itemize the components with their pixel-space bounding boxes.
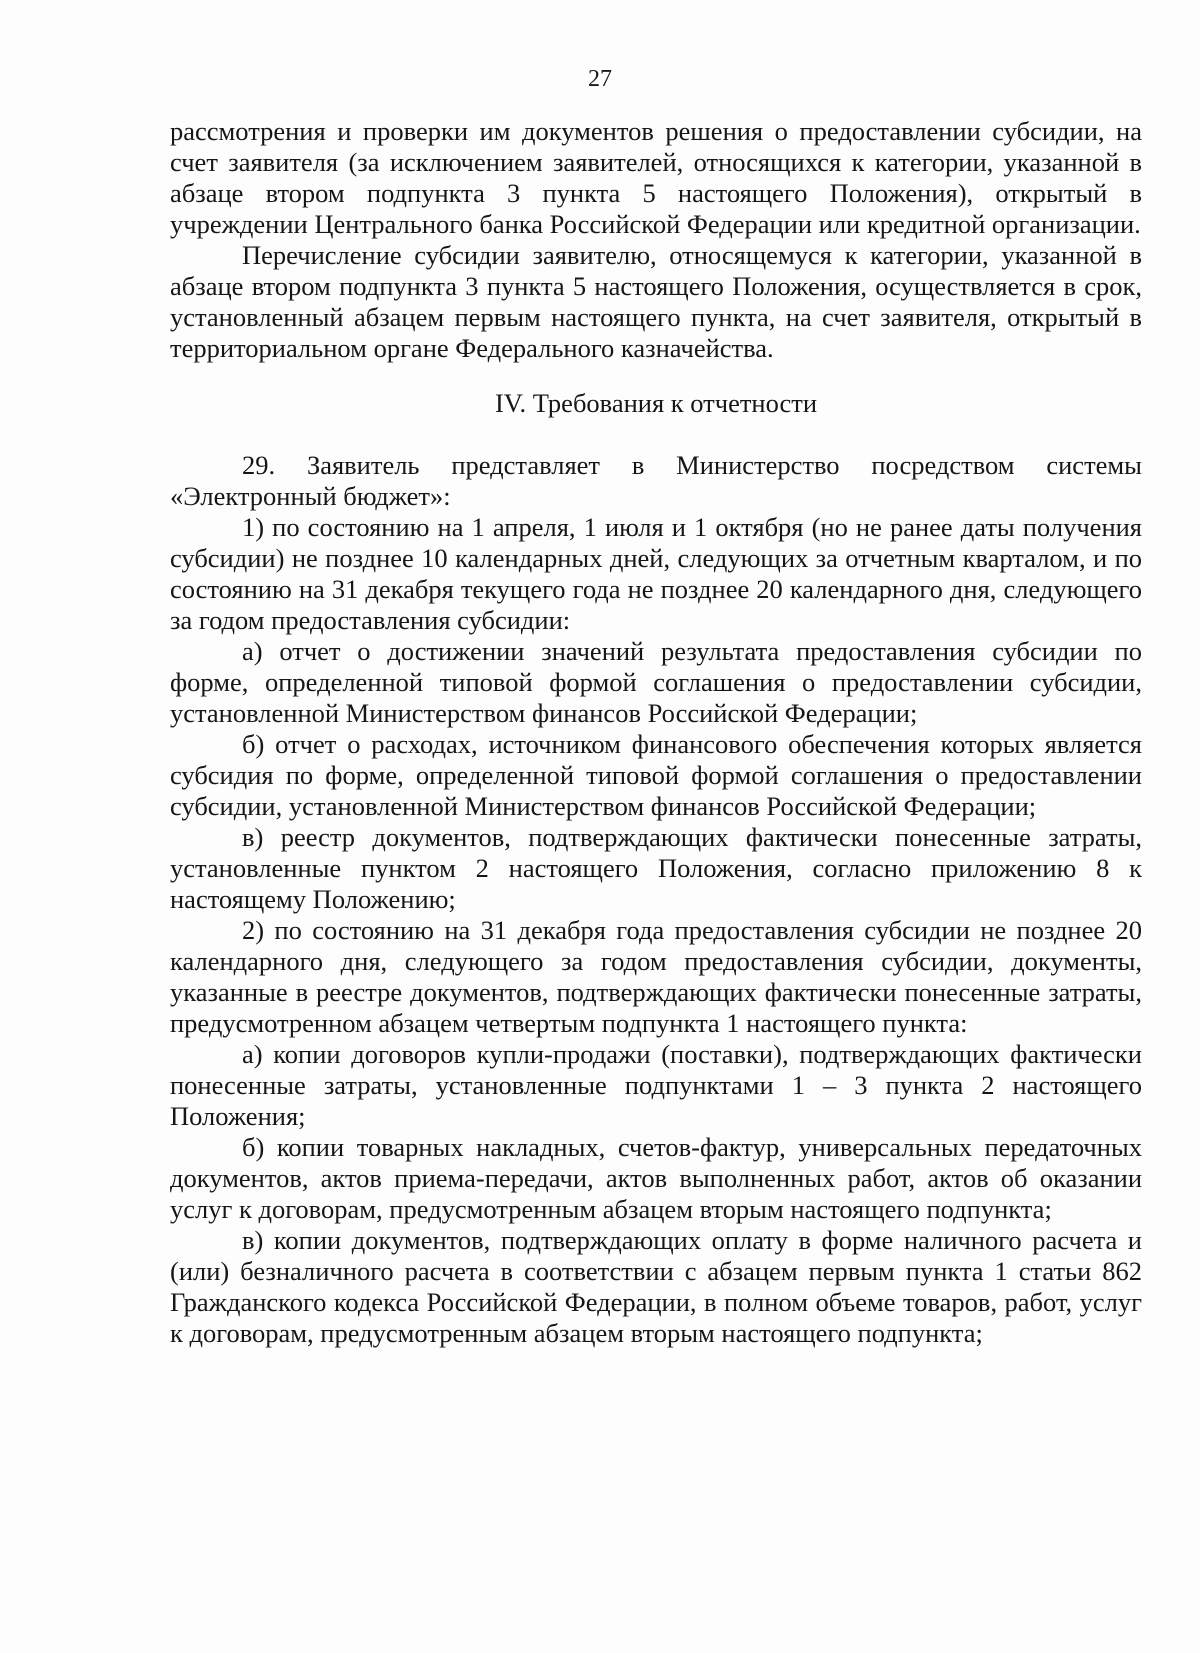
page-number: 27 <box>588 66 612 92</box>
paragraph-item-29: 29. Заявитель представляет в Министерство посредством системы «Электронный бюджет»: <box>170 450 1142 511</box>
paragraph-subitem-1: 1) по состоянию на 1 апреля, 1 июля и 1 октября (но не ранее даты получения субсидии) не позднее 10 календарных дней, следующих за отчетным кварталом, и по состоянию на 31 декабря текущего года не позднее 20 календарного дня, следующего за годом предоставления субсидии: <box>170 512 1142 635</box>
document-body <box>170 116 1142 1349</box>
paragraph-subitem-2b: б) копии товарных накладных, счетов-фактур, универсальных передаточных документов, актов приема-передачи, актов выполненных работ, актов об оказании услуг к договорам, предусмотренным абзацем вторым настоящего подпункта; <box>170 1132 1142 1224</box>
paragraph-subitem-1a: а) отчет о достижении значений результата предоставления субсидии по форме, определенной типовой формой соглашения о предоставлении субсидии, установленной Министерством финансов Российской Федерации; <box>170 636 1142 728</box>
section-heading: IV. Требования к отчетности <box>494 388 818 418</box>
paragraph-subitem-2: 2) по состоянию на 31 декабря года предоставления субсидии не позднее 20 календарного дня, следующего за годом предоставления субсидии, документы, указанные в реестре документов, подтверждающих фактически понесенные затраты, предусмотренном абзацем четвертым подпункта 1 настоящего пункта: <box>170 915 1142 1038</box>
paragraph-subitem-1b: б) отчет о расходах, источником финансового обеспечения которых является субсидия по форме, определенной типовой формой соглашения о предоставлении субсидии, установленной Министерством финансов Российской Федерации; <box>170 729 1142 821</box>
paragraph-continuation: рассмотрения и проверки им документов решения о предоставлении субсидии, на счет заявителя (за исключением заявителей, относящихся к категории, указанной в абзаце втором подпункта 3 пункта 5 настоящего Положения), открытый в учреждении Центрального банка Российской Федерации или кредитной организации. <box>170 116 1142 239</box>
spacer <box>170 364 1142 376</box>
paragraph-subitem-2v: в) копии документов, подтверждающих оплату в форме наличного расчета и (или) безналичного расчета в соответствии с абзацем первым пункта 1 статьи 862 Гражданского кодекса Российской Федерации, в полном объеме товаров, работ, услуг к договорам, предусмотренным абзацем вторым настоящего подпункта; <box>170 1225 1142 1348</box>
paragraph-transfer-treasury: Перечисление субсидии заявителю, относящемуся к категории, указанной в абзаце втором подпункта 3 пункта 5 настоящего Положения, осуществляется в срок, установленный абзацем первым настоящего пункта, на счет заявителя, открытый в территориальном органе Федерального казначейства. <box>170 240 1142 363</box>
paragraph-subitem-1v: в) реестр документов, подтверждающих фактически понесенные затраты, установленные пунктом 2 настоящего Положения, согласно приложению 8 к настоящему Положению; <box>170 822 1142 914</box>
paragraph-subitem-2a: а) копии договоров купли-продажи (поставки), подтверждающих фактически понесенные затраты, установленные подпунктами 1 – 3 пункта 2 настоящего Положения; <box>170 1039 1142 1131</box>
